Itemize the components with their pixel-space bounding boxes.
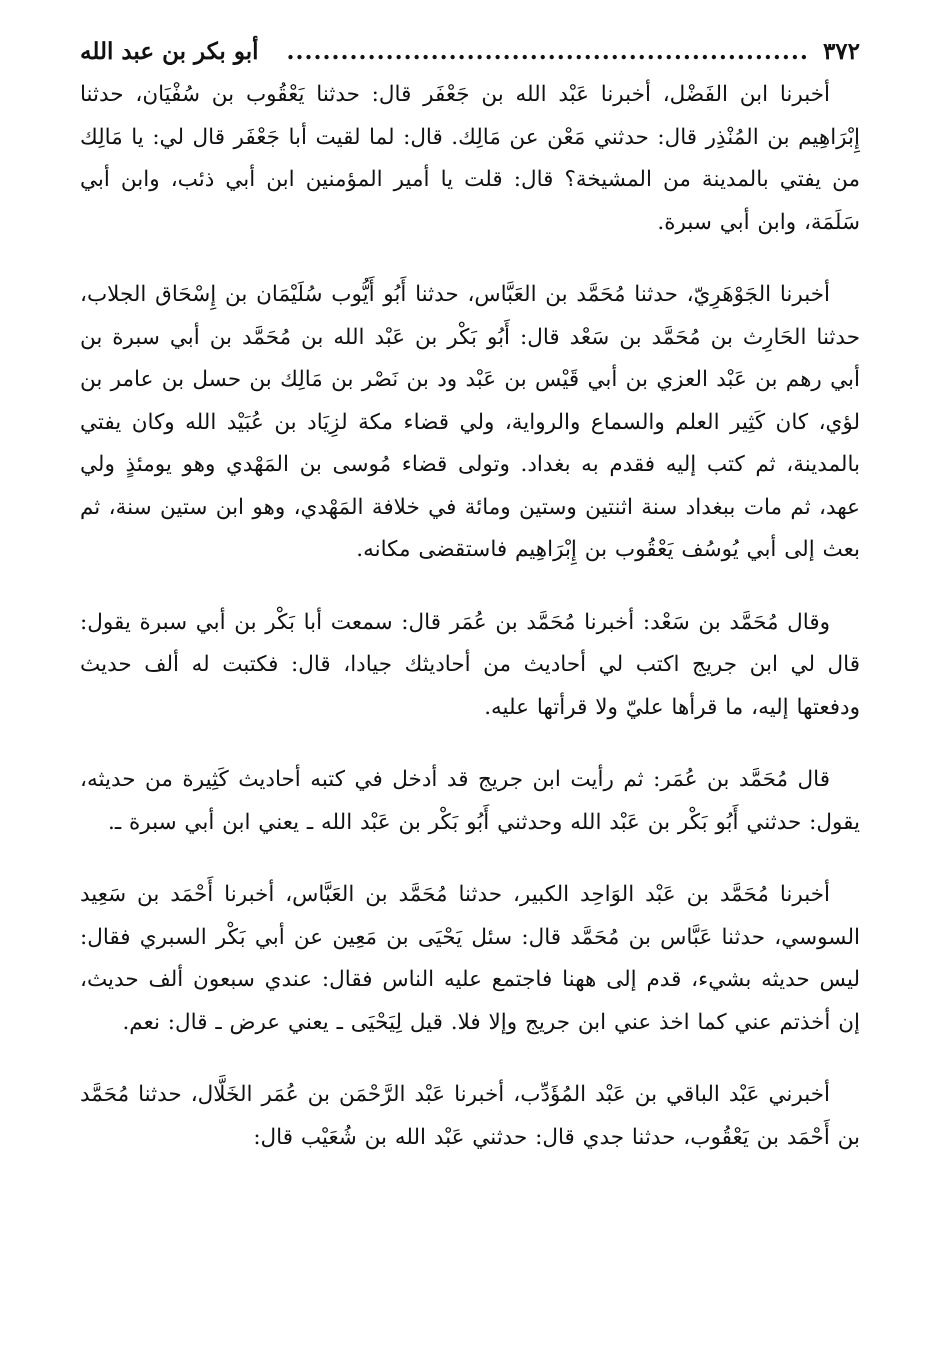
document-page	[80, 30, 860, 1159]
paragraph: وقال مُحَمَّد بن سَعْد: أخبرنا مُحَمَّد بن عُمَر قال: سمعت أبا بَكْر بن أبي سبرة يقول: قال لي ابن جريج اكتب لي أحاديث من أحاديثك جيادا، قال: فكتبت له ألف حديث ودفعتها إليه، ما قرأها عليّ ولا قرأتها عليه.	[80, 609, 860, 720]
paragraph: أخبرنا الجَوْهَرِيّ، حدثنا مُحَمَّد بن العَبَّاس، حدثنا أَبُو أَيُّوب سُلَيْمَان بن إِسْحَاق الجلاب، حدثنا الحَارِث بن مُحَمَّد بن سَعْد قال: أَبُو بَكْر بن عَبْد الله بن مُحَمَّد بن أبي سبرة بن أبي رهم بن عَبْد العزي بن أبي قَيْس بن عَبْد ود بن نَصْر بن مَالِك بن حسل بن عامر بن لؤي، كان كَثِير العلم والسماع والرواية، ولي قضاء مكة لزِيَاد بن عُبَيْد الله وكان يفتي بالمدينة، ثم كتب إليه فقدم به بغداد. وتولى قضاء مُوسى بن المَهْدي وهو يومئذٍ ولي عهد، ثم مات ببغداد سنة اثنتين وستين ومائة في خلافة المَهْدي، وهو ابن ستين سنة، ثم بعث إلى أبي يُوسُف يَعْقُوب بن إِبْرَاهِيم فاستقضى مكانه.	[80, 282, 860, 562]
page-number: ٣٧٢	[822, 38, 860, 65]
paragraph: أخبرنا ابن الفَضْل، أخبرنا عَبْد الله بن جَعْفَر قال: حدثنا يَعْقُوب بن سُفْيَان، حدثنا إِبْرَاهِيم بن المُنْذِر قال: حدثني مَعْن عن مَالِك. قال: لما لقيت أبا جَعْفَر قال لي: يا مَالِك من يفتي بالمدينة من المشيخة؟ قال: قلت يا أمير المؤمنين ابن أبي ذئب، وابن أبي سَلَمَة، وابن أبي سبرة.	[80, 82, 860, 235]
paragraph: أخبرنا مُحَمَّد بن عَبْد الوَاحِد الكبير، حدثنا مُحَمَّد بن العَبَّاس، أخبرنا أَحْمَد بن سَعِيد السوسي، حدثنا عَبَّاس بن مُحَمَّد قال: سئل يَحْيَى بن مَعِين عن أبي بَكْر السبري فقال: ليس حديثه بشيء، قدم إلى ههنا فاجتمع عليه الناس فقال: عندي سبعون ألف حديث، إن أخذتم عني كما اخذ عني ابن جريج وإلا فلا. قيل لِيَحْيَى ـ يعني عرض ـ قال: نعم.	[80, 882, 860, 1035]
paragraph: قال مُحَمَّد بن عُمَر: ثم رأيت ابن جريج قد أدخل في كتبه أحاديث كَثِيرة من حديثه، يقول: حدثني أَبُو بَكْر بن عَبْد الله وحدثني أَبُو بَكْر بن عَبْد الله ـ يعني ابن أبي سبرة ـ.	[80, 767, 860, 835]
header-dot-leader: ..........................................................	[286, 38, 809, 65]
running-header-title: أبو بكر بن عبد الله	[80, 38, 259, 65]
paragraph: أخبرني عَبْد الباقي بن عَبْد المُؤَدِّب، أخبرنا عَبْد الرَّحْمَن بن عُمَر الخَلَّال، حدثنا مُحَمَّد بن أَحْمَد بن يَعْقُوب، حدثنا جدي قال: حدثني عَبْد الله بن شُعَيْب قال:	[80, 1082, 860, 1150]
body-text	[80, 74, 860, 1159]
running-header	[80, 30, 860, 74]
